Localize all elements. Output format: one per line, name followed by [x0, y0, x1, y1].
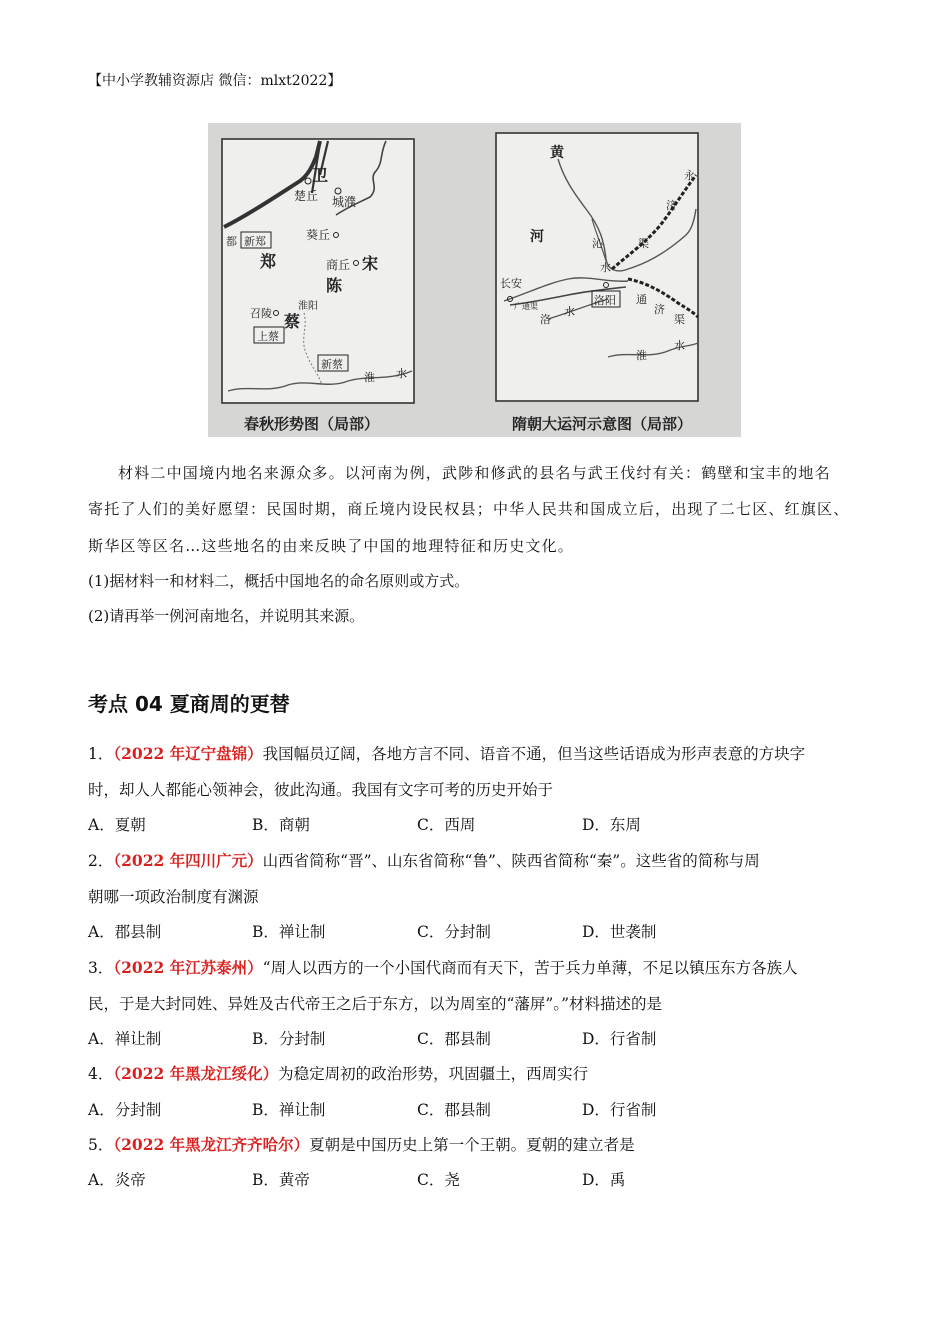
label-qin-shui: 水 — [600, 261, 611, 274]
option-d[interactable]: D．行省制 — [582, 1101, 657, 1119]
question-source: （2022 年辽宁盘锦） — [113, 744, 263, 763]
label-he: 河 — [530, 229, 544, 245]
option-b[interactable]: B．禅让制 — [252, 1101, 326, 1119]
sub-question-1: (1)据材料一和材料二，概括中国地名的命名原则或方式。 — [88, 572, 470, 590]
label-ji: 济 — [666, 199, 677, 212]
question-number: 4． — [88, 1065, 114, 1083]
right-map-caption: 隋朝大运河示意图（局部） — [512, 415, 693, 433]
label-shui: 水 — [396, 367, 407, 380]
page-header: 【中小学教辅资源店 微信：mlxt2022】 — [88, 73, 342, 89]
option-d[interactable]: D．行省制 — [582, 1030, 657, 1048]
label-chen: 陈 — [326, 276, 343, 295]
question-text: 夏朝是中国历史上第一个王朝。夏朝的建立者是 — [309, 1136, 635, 1154]
label-yong: 永 — [684, 169, 695, 182]
question-source: （2022 年四川广元） — [113, 851, 263, 870]
question-4 — [88, 1062, 588, 1084]
label-song: 宋 — [362, 254, 379, 273]
option-d[interactable]: D．世袭制 — [582, 923, 657, 941]
option-b[interactable]: B．黄帝 — [252, 1171, 310, 1189]
label-wei: 卫 — [312, 166, 329, 185]
label-qin: 沁 — [592, 237, 603, 250]
label-cai: 蔡 — [284, 312, 301, 331]
option-d[interactable]: D．东周 — [582, 816, 641, 834]
label-huaiyang: 淮阳 — [298, 301, 318, 312]
material-line: 寄托了人们的美好愿望：民国时期，商丘境内设民权县；中华人民共和国成立后，出现了二七区、红旗区、 — [88, 500, 850, 518]
option-c[interactable]: C．西周 — [417, 816, 476, 834]
label-luo-shui: 水 — [564, 305, 575, 318]
option-c[interactable]: C．郡县制 — [417, 1030, 491, 1048]
question-1 — [88, 742, 805, 764]
question-source: （2022 年江苏泰州） — [113, 958, 263, 977]
label-shangcai: 上蔡 — [257, 330, 279, 343]
label-huai: 淮 — [636, 349, 647, 362]
label-kuiqiu: 葵丘 — [306, 228, 331, 242]
label-shangqiu: 商丘 — [326, 258, 351, 272]
question-2 — [88, 849, 760, 871]
option-b[interactable]: B．分封制 — [252, 1030, 326, 1048]
label-chuqiu: 楚丘 — [294, 189, 319, 203]
label-huang: 黄 — [550, 145, 564, 161]
sub-question-2: (2)请再举一例河南地名，并说明其来源。 — [88, 607, 365, 625]
left-map-caption: 春秋形势图（局部） — [244, 415, 380, 433]
question-source: （2022 年黑龙江绥化） — [113, 1064, 279, 1083]
label-guangtongqu: 广通渠 — [514, 302, 538, 311]
option-d[interactable]: D．禹 — [582, 1171, 626, 1189]
label-qu: 渠 — [638, 237, 649, 250]
question-3 — [88, 956, 798, 978]
label-chengpu: 城濮 — [332, 195, 357, 209]
label-zhaoling: 召陵 — [250, 307, 272, 320]
map-figure — [208, 123, 741, 437]
question-text-cont: 朝哪一项政治制度有渊源 — [88, 888, 259, 906]
label-zheng: 郑 — [260, 252, 277, 271]
label-luo: 洛 — [540, 313, 551, 326]
option-c[interactable]: C．郡县制 — [417, 1101, 491, 1119]
option-a[interactable]: A．郡县制 — [88, 923, 162, 941]
label-tong: 通 — [636, 293, 647, 306]
option-b[interactable]: B．禅让制 — [252, 923, 326, 941]
label-luoyang: 洛阳 — [594, 294, 616, 307]
label-huai: 淮 — [364, 371, 375, 384]
label-qu2: 渠 — [674, 313, 685, 326]
question-number: 2． — [88, 852, 114, 870]
material-line: 材料二中国境内地名来源众多。以河南为例，武陟和修武的县名与武王伐纣有关：鹤壁和宝丰的地名 — [118, 464, 831, 482]
option-a[interactable]: A．夏朝 — [88, 816, 146, 834]
left-map — [222, 139, 414, 433]
option-c[interactable]: C．尧 — [417, 1171, 460, 1189]
material-line: 斯华区等区名…这些地名的由来反映了中国的地理特征和历史文化。 — [88, 537, 575, 555]
question-5 — [88, 1133, 635, 1155]
option-a[interactable]: A．炎帝 — [88, 1171, 146, 1189]
option-b[interactable]: B．商朝 — [252, 816, 310, 834]
question-source: （2022 年黑龙江齐齐哈尔） — [113, 1135, 310, 1154]
label-xincai: 新蔡 — [321, 358, 343, 371]
right-map — [496, 133, 698, 433]
label-ji2: 济 — [654, 303, 665, 316]
label-huai-shui: 水 — [674, 339, 685, 352]
right-map-frame — [496, 133, 698, 401]
label-xinzheng: 新郑 — [244, 235, 266, 248]
question-text-cont: 时，却人人都能心领神会，彼此沟通。我国有文字可考的历史开始于 — [88, 781, 554, 799]
question-number: 3． — [88, 959, 114, 977]
option-c[interactable]: C．分封制 — [417, 923, 491, 941]
question-text-cont: 民，于是大封同姓、异姓及古代帝王之后于东方，以为周室的“藩屏”。”材料描述的是 — [88, 995, 663, 1013]
question-text: 我国幅员辽阔，各地方言不同、语音不通，但当这些话语成为形声表意的方块字 — [262, 745, 806, 763]
question-text: 为稳定周初的政治形势，巩固疆土，西周实行 — [278, 1065, 589, 1083]
question-number: 1． — [88, 745, 114, 763]
option-a[interactable]: A．禅让制 — [88, 1030, 162, 1048]
question-number: 5． — [88, 1136, 114, 1154]
label-du: 都 — [226, 235, 237, 248]
question-text: “周人以西方的一个小国代商而有天下，苦于兵力单薄，不足以镇压东方各族人 — [262, 959, 798, 977]
section-title: 考点 04 夏商周的更替 — [88, 692, 290, 716]
label-changan: 长安 — [500, 277, 522, 290]
question-text: 山西省简称“晋”、山东省简称“鲁”、陕西省简称“秦”。这些省的简称与周 — [262, 852, 760, 870]
option-a[interactable]: A．分封制 — [88, 1101, 162, 1119]
